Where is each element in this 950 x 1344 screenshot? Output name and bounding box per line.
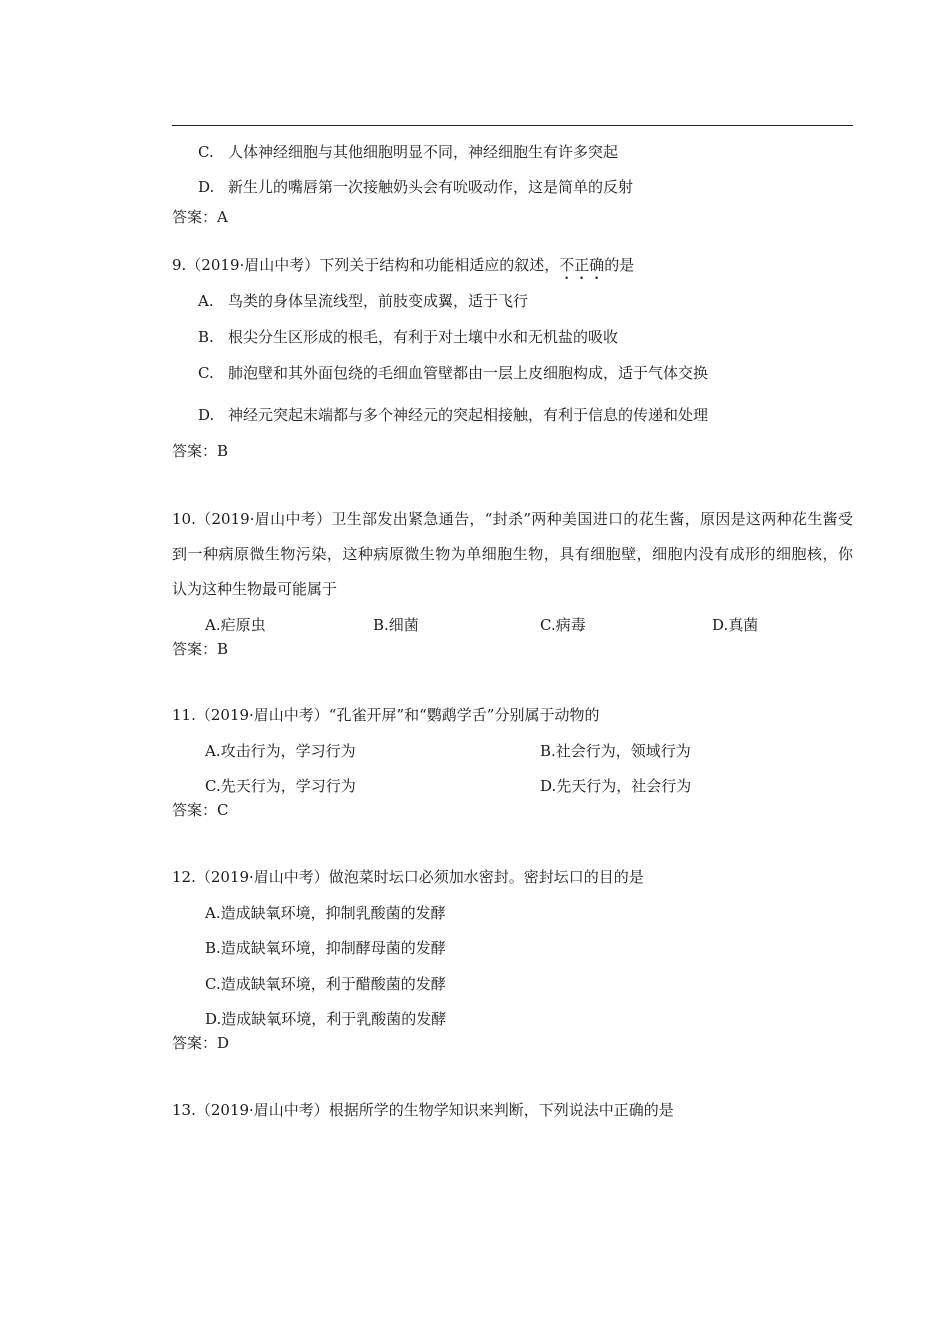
option-text: 肺泡壁和其外面包绕的毛细血管壁都由一层上皮细胞构成，适于气体交换 — [228, 364, 709, 382]
option-label: D. — [198, 406, 215, 424]
option-text: 鸟类的身体呈流线型，前肢变成翼，适于飞行 — [228, 292, 529, 310]
q10-option-c: C.病毒 — [540, 616, 586, 634]
option-text: 人体神经细胞与其他细胞明显不同，神经细胞生有许多突起 — [228, 143, 619, 161]
q9-option-a — [198, 291, 528, 311]
q11-option-a: A.攻击行为，学习行为 — [205, 742, 356, 760]
q11-option-c: C.先天行为，学习行为 — [205, 777, 356, 795]
q12-stem: 12.（2019·眉山中考）做泡菜时坛口必须加水密封。密封坛口的目的是 — [172, 868, 644, 886]
q13-stem: 13.（2019·眉山中考）根据所学的生物学知识来判断，下列说法中正确的是 — [172, 1101, 674, 1119]
q9-option-d — [198, 405, 708, 425]
q12-option-c: C.造成缺氧环境，利于醋酸菌的发酵 — [205, 975, 446, 993]
option-text: 新生儿的嘴唇第一次接触奶头会有吮吸动作，这是简单的反射 — [228, 178, 634, 196]
q10-stem-line: 10.（2019·眉山中考）卫生部发出紧急通告，“封杀”两种美国进口的花生酱，原因是这两种花生酱受 — [172, 510, 853, 528]
q9-answer: 答案：B — [172, 442, 229, 460]
q11-answer: 答案：C — [172, 801, 229, 819]
q10-stem-line: 认为这种生物最可能属于 — [172, 580, 338, 598]
q11-option-b: B.社会行为，领域行为 — [540, 742, 691, 760]
option-label: C. — [198, 364, 214, 382]
q10-answer: 答案：B — [172, 640, 229, 658]
q9-stem — [172, 255, 634, 283]
q10-stem-line: 到一种病原微生物污染，这种病原微生物为单细胞生物，具有细胞壁，细胞内没有成形的细胞核，你 — [172, 545, 853, 563]
q12-option-d: D.造成缺氧环境，利于乳酸菌的发酵 — [205, 1010, 447, 1028]
option-label: C. — [198, 143, 214, 161]
q9-option-b — [198, 327, 618, 347]
option-text: 根尖分生区形成的根毛，有利于对土壤中水和无机盐的吸收 — [228, 328, 619, 346]
option-label: A. — [198, 292, 214, 310]
q11-option-d: D.先天行为，社会行为 — [540, 777, 692, 795]
stem-text: 的是 — [604, 256, 635, 274]
option-label: B. — [198, 328, 214, 346]
q10-option-a: A.疟原虫 — [205, 616, 266, 634]
q8-option-c — [198, 142, 618, 162]
emphasized-text: 不正确 — [559, 256, 605, 274]
header-rule — [172, 125, 853, 126]
q10-option-b: B.细菌 — [373, 616, 419, 634]
q12-option-b: B.造成缺氧环境，抑制酵母菌的发酵 — [205, 939, 446, 957]
q9-option-c — [198, 363, 708, 383]
stem-text: 9.（2019·眉山中考）下列关于结构和功能相适应的叙述， — [172, 256, 560, 274]
q11-stem: 11.（2019·眉山中考）“孔雀开屏”和“鹦鹉学舌”分别属于动物的 — [172, 706, 600, 724]
option-label: D. — [198, 178, 215, 196]
q12-answer: 答案：D — [172, 1034, 230, 1052]
q12-option-a: A.造成缺氧环境，抑制乳酸菌的发酵 — [205, 904, 446, 922]
q8-option-d — [198, 177, 633, 197]
option-text: 神经元突起末端都与多个神经元的突起相接触，有利于信息的传递和处理 — [228, 406, 709, 424]
q10-option-d: D.真菌 — [712, 616, 759, 634]
q8-answer: 答案：A — [172, 208, 228, 226]
